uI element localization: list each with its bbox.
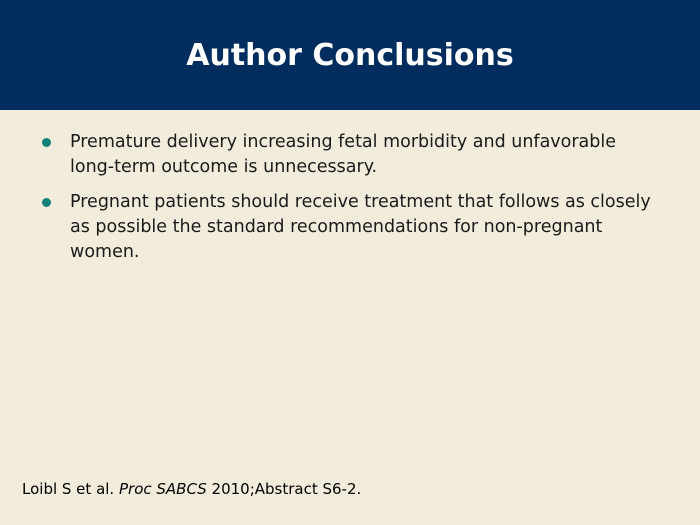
bullet-list bbox=[0, 130, 700, 275]
title-bar bbox=[0, 0, 700, 110]
bullet-item bbox=[0, 130, 700, 180]
bullet-dot-icon bbox=[42, 138, 51, 147]
slide-title: Author Conclusions bbox=[186, 38, 514, 73]
bullet-text: Premature delivery increasing fetal morbidity and unfavorable long-term outcome is unnecessary. bbox=[70, 132, 617, 177]
bullet-text: Pregnant patients should receive treatment that follows as closely as possible the standard recommendations for non-pregnant women. bbox=[70, 192, 651, 262]
citation bbox=[22, 479, 361, 499]
bullet-item bbox=[0, 190, 700, 265]
bullet-dot-icon bbox=[42, 198, 51, 207]
citation-journal: Proc SABCS bbox=[118, 480, 207, 498]
citation-authors: Loibl S et al. bbox=[22, 480, 115, 498]
citation-details: 2010;Abstract S6-2. bbox=[211, 480, 362, 498]
